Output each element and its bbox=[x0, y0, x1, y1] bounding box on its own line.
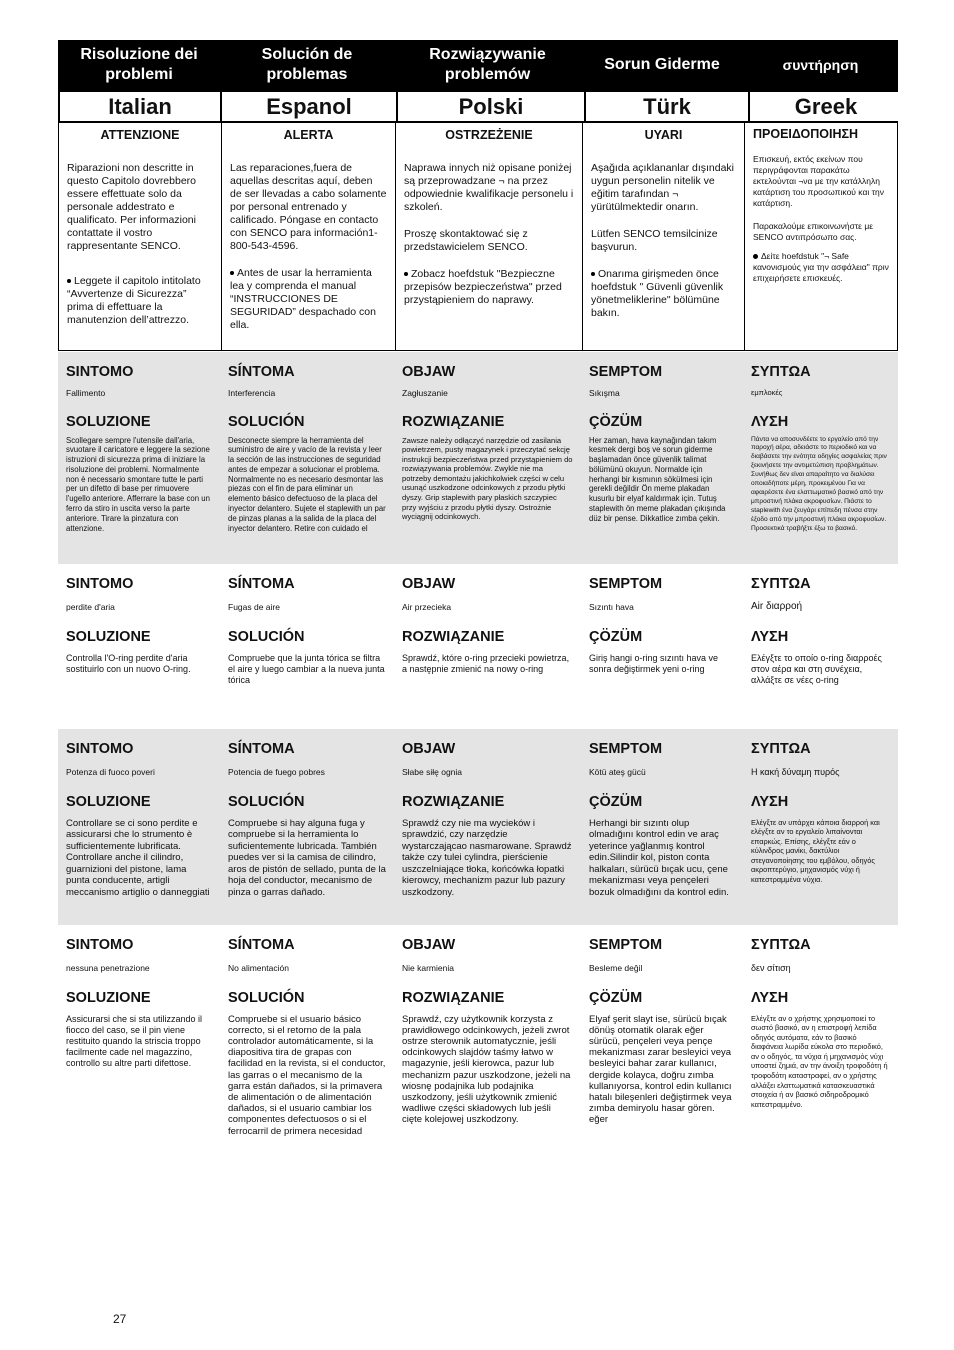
title-spanish: Solución de problemas bbox=[261, 45, 353, 83]
col-polish bbox=[394, 937, 581, 1137]
solution-label: SOLUCIÓN bbox=[228, 413, 305, 430]
warning-bullet bbox=[230, 267, 387, 332]
language-row bbox=[58, 89, 898, 123]
symptom-text: Słabe siłę ognia bbox=[402, 767, 463, 777]
solution-text: Her zaman, hava kaynağından takım kesmek dergi boş ve sorun giderme başlamadan önce güvenlik talimat bölümünü okuyun. Normalde için herhangi bir kısmının sökülmesi için gerekli değildir Ön meme plakadan kusurlu bir elyaf kaldırmak için. Tutuş staplewith ön meme plakadan çıkışında düz bir pense. Dikkatlice zımba çekin. bbox=[589, 435, 726, 523]
lang-spanish: Espanol bbox=[222, 92, 396, 121]
col-italian bbox=[58, 364, 220, 533]
warning-text: Las reparaciones,fuera de aquellas descritas aquí, deben de ser llevadas a cabo solamente por personal entrenado y calificado. Póngase en contacto con SENCO para información1-800-543-4596. bbox=[230, 162, 387, 252]
col-turkish bbox=[581, 937, 743, 1137]
col-turkish bbox=[581, 576, 743, 686]
bullet-icon bbox=[230, 271, 234, 275]
solution-label: ÇÖZÜM bbox=[589, 628, 643, 645]
header-block bbox=[58, 40, 898, 351]
symptom-label: OBJAW bbox=[402, 364, 456, 380]
symptom-label: SÍNTOMA bbox=[228, 741, 295, 757]
solution-text: Controlla l'O-ring perdite d'aria sostituirlo con un nuovo O-ring. bbox=[66, 652, 191, 674]
symptom-label: OBJAW bbox=[402, 937, 456, 953]
page-number: 27 bbox=[113, 1312, 127, 1326]
symptom-label: OBJAW bbox=[402, 741, 456, 757]
col-italian bbox=[58, 741, 220, 898]
symptom-label: OBJAW bbox=[402, 576, 456, 592]
solution-text: Ελέγξτε αν ο χρήστης χρησιμοποιεί το σωστό βασικό, αν η επιστροφή λεπίδα οδηγός αυτόματα, εάν το βασικό διαφάνεια λωρίδα εύκολα στο περιοδικό, αν ο οδηγός, τα νύχια ή μηχανισμός νύχι υποστεί ζημιά, αν την άνοιξη τροφοδότη ή τροφοδότη καταστραφεί, αν ο χρήστης αλλάξει ελαττωματικά κατασκευαστικά στοιχεία ή αν βασικό σιδηροδρομικό κατεστραμμένο. bbox=[751, 1013, 888, 1109]
symptom-label: SEMPTOM bbox=[589, 576, 663, 592]
warning-title: UYARI bbox=[644, 128, 683, 142]
symptom-text: Besleme değil bbox=[589, 963, 643, 973]
solution-label: SOLUZIONE bbox=[66, 989, 151, 1006]
warning-bullet-text: Δείτε hoefdstuk "¬ Safe κανονισμούς για την ασφάλεια" πριν επιχειρήσετε επισκευές. bbox=[753, 251, 889, 283]
symptom-text: perdite d'aria bbox=[66, 602, 115, 612]
symptom-text: Kötü ateş gücü bbox=[589, 767, 646, 777]
col-turkish bbox=[581, 364, 743, 533]
solution-text: Compruebe si el usuario básico correcto, si el retorno de la pala controlador automáticamente, si la diapositiva tira de grapas con facilidad en la revista, si el conductor, las garras o el mecanismo de la garra están dañados, si la primavera de alimentación o de alimentación dañados, si el usuario cambiar los componentes defectuosos o si el ferrocarril de primera necesidad bbox=[228, 1013, 386, 1137]
solution-text: Zawsze należy odłączyć narzędzie od zasilania powietrzem, pusty magazynek i przeczytać sekcję instrukcji bezpieczeństwa przed przystąpieniem do rozwiązywania problemów. Zwykle nie ma potrzeby demontażu jakichkolwiek części w celu usunąć uszkodzone odcinkowych z przodu płytki dyszy. Grip staplewith pary płaskich szczypiec przy wyjściu z przodu płytki dyszy. Ostrożnie wyciągnij odcinkowych. bbox=[402, 435, 573, 522]
solution-label: ROZWIĄZANIE bbox=[402, 413, 505, 430]
symptom-text: εμπλοκές bbox=[751, 388, 783, 397]
symptom-text: Potencia de fuego pobres bbox=[228, 767, 325, 777]
section-poor-firing-power bbox=[58, 729, 898, 925]
solution-text: Sprawdź czy nie ma wycieków i sprawdzić, czy narzędzie wystarczającao nasmarowane. Sprawdź także czy tulei cylindra, pierścienie uszczelniające tłoka, końcówka łopatki kierowcy, mechanizm pazur lub pazury uszkodzony. bbox=[402, 817, 572, 898]
warning-bullet bbox=[404, 268, 574, 307]
section-air-leaks bbox=[58, 566, 898, 726]
solution-label: ΛΥΣΗ bbox=[751, 793, 789, 810]
solution-label: ROZWIĄZANIE bbox=[402, 793, 505, 810]
solution-text: Desconecte siempre la herramienta del suministro de aire y vacío de la revista y leer la sección de las instrucciones de seguridad antes de empezar a solucionar el problema. Normalmente no es necesario desmontar las piezas con el fin de para eliminar un elemento básico defectuoso de la placa del inyector delantero. Sujete el staplewith un par de pinzas planas a la salida de la placa del inyector delantero. Retire con cuidado el bbox=[228, 435, 386, 533]
col-italian bbox=[58, 576, 220, 686]
solution-text: Elyaf şerit slayt ise, sürücü bıçak dönüş otomatik olarak eğer sürücü, pençeleri veya pençe mekanizması zarar besleyici veya besleyici bahar zarar kullanıcı, dergide kolayca, doğru zımba kullanıyorsa, kontrol edin kullanıcı hatalı bileşenleri değiştirmek veya zımba demiryolu hasar gören. eğer bbox=[589, 1013, 732, 1126]
title-italian: Risoluzione dei problemi bbox=[80, 45, 198, 83]
symptom-label: SINTOMO bbox=[66, 937, 134, 953]
title-turkish: Sorun Giderme bbox=[604, 55, 720, 73]
solution-label: ΛΥΣΗ bbox=[751, 628, 789, 645]
warning-spanish bbox=[221, 123, 395, 350]
solution-text: Sprawdź, które o-ring przecieki powietrza, a następnie zmienić na nowy o-ring bbox=[402, 652, 570, 674]
col-turkish bbox=[581, 741, 743, 898]
symptom-text: Air διαρροή bbox=[751, 601, 803, 612]
solution-text: Controllare se ci sono perdite e assicurarsi che lo strumento è sufficientemente lubrificata. Controllare anche il cilindro, guarnizioni del pistone, lama punta conducente, artigli meccanismo artiglio o danneggiati bbox=[66, 817, 210, 898]
solution-label: SOLUCIÓN bbox=[228, 628, 305, 645]
symptom-text: Air przecieka bbox=[402, 602, 452, 612]
solution-label: SOLUCIÓN bbox=[228, 793, 305, 810]
solution-text: Herhangi bir sızıntı olup olmadığını kontrol edin ve araç yeterince yağlanmış kontrol edin.Silindir kol, piston conta halkaları, sürücü bıçak ucu, çene mekanizması veya pençeleri bozuk olmadığını da kontrol edin. bbox=[589, 817, 729, 898]
warning-bullet bbox=[67, 275, 213, 327]
warning-text-2: Παρακαλούμε επικοινωνήστε με SENCO αντιπρόσωπο σας. bbox=[753, 221, 874, 242]
solution-text: Giriş hangi o-ring sızıntı hava ve sonra değiştirmek yeni o-ring bbox=[589, 652, 719, 674]
solution-label: ROZWIĄZANIE bbox=[402, 628, 505, 645]
solution-label: SOLUZIONE bbox=[66, 793, 151, 810]
warning-bullet-text: Antes de usar la herramienta lea y comprenda el manual “INSTRUCCIONES DE SEGURIDAD” despachado con ella. bbox=[230, 267, 376, 331]
solution-label: SOLUZIONE bbox=[66, 628, 151, 645]
title-greek: συντήρηση bbox=[782, 56, 859, 73]
symptom-label: ΣΥΠΤΩΑ bbox=[751, 741, 811, 757]
warning-bullet-text: Onarıma girişmeden önce hoefdstuk " Güvenli güvenlik yönetmeliklerine" bölümüne bakın. bbox=[591, 268, 724, 319]
symptom-label: SEMPTOM bbox=[589, 364, 663, 380]
solution-label: ÇÖZÜM bbox=[589, 989, 643, 1006]
warning-bullet-text: Leggete il capitolo intitolato “Avvertenze di Sicurezza” prima di effettuare la manutenzion dell’attrezzo. bbox=[67, 275, 201, 326]
col-spanish bbox=[220, 937, 394, 1137]
lang-polish: Polski bbox=[398, 92, 584, 121]
solution-label: ΛΥΣΗ bbox=[751, 413, 789, 430]
symptom-text: Nie karmienia bbox=[402, 963, 454, 973]
warning-polish bbox=[395, 123, 582, 350]
symptom-text: Η κακή δύναμη πυρός bbox=[751, 767, 840, 777]
symptom-label: SINTOMO bbox=[66, 364, 134, 380]
symptom-text: δεν σίτιση bbox=[751, 963, 791, 973]
symptom-label: SÍNTOMA bbox=[228, 576, 295, 592]
solution-text: Ελέγξτε αν υπάρχει κάποια διαρροή και ελέγξτε αν το εργαλείο λιπαίνονται επαρκώς. Επίσης, ελέγξτε εάν ο κύλινδρος μανίκι, δακτύλιοι στεγανοποίησης του εμβόλου, οδηγός ακροπτερύγιο, μηχανισμός νύχι ή κατεστραμμένα νύχια. bbox=[751, 817, 880, 885]
col-greek bbox=[743, 576, 898, 686]
warning-italian bbox=[59, 123, 221, 350]
warning-bullet bbox=[591, 268, 736, 320]
col-polish bbox=[394, 741, 581, 898]
warning-turkish bbox=[582, 123, 744, 350]
title-polish: Rozwiązywanie problemów bbox=[429, 45, 546, 83]
col-italian bbox=[58, 937, 220, 1137]
solution-label: ÇÖZÜM bbox=[589, 793, 643, 810]
warning-title: ATTENZIONE bbox=[100, 128, 180, 142]
bullet-icon bbox=[591, 272, 595, 276]
solution-text: Sprawdź, czy użytkownik korzysta z prawidłowego odcinkowych, jeżeli zwrot ostrze sterownik automatycznie, jeśli odcinkowych slajdów taśmy łatwo w magazynie, jeśli kierowca, pazur lub mechanizm pazur uszkodzone, jeżeli na wiosnę podajnika lub podajnika uszkodzony, jeśli użytkownik zmienić wadliwe części składowych lub jeśli cięte kolejowej uszkodzony. bbox=[402, 1013, 571, 1126]
symptom-text: Interferencia bbox=[228, 388, 276, 398]
solution-text: Ελέγξτε το οποίο ο-ring διαρροές στον αέρα και στη συνέχεια, αλλάξτε σε νέες ο-ring bbox=[751, 652, 882, 685]
solution-text: Compruebe que la junta tórica se filtra el aire y luego cambiar a la nueva junta tórica bbox=[228, 652, 385, 685]
lang-greek: Greek bbox=[750, 92, 902, 121]
lang-italian: Italian bbox=[60, 92, 220, 121]
warning-bullet bbox=[753, 251, 891, 284]
symptom-label: SÍNTOMA bbox=[228, 937, 295, 953]
solution-label: ÇÖZÜM bbox=[589, 413, 643, 430]
col-spanish bbox=[220, 364, 394, 533]
lang-turkish: Türk bbox=[586, 92, 748, 121]
warning-title: ΠΡΟΕΙΔΟΠΟΙΗΣΗ bbox=[753, 127, 859, 141]
title-row bbox=[58, 40, 898, 89]
bullet-icon bbox=[67, 279, 71, 283]
warning-bullet-text: Zobacz hoefdstuk "Bezpieczne przepisów bezpieczeństwa" przed przystąpieniem do naprawy. bbox=[404, 268, 562, 306]
solution-text: Πάντα να αποσυνδέετε το εργαλείο από την παροχή αέρα, αδειάστε το περιοδικό και να διαβάσετε την ενότητα οδηγίες ασφαλείας πριν ξεκινήσετε την αντιμετώπιση προβλημάτων. Συνήθως δεν είναι απαραίτητο να διαλύσει οποιαδήποτε μέρη, προκειμένου Για να αφαιρέσετε ένα ελαττωματικό βασικό από την μπροστινή πλάκα ακροφυσίων. Πιάστε το staplewith ένα ζευγάρι επίπεδη πένσα στην έξοδο από την μπροστινή πλάκα ακροφυσίων. Προσεκτικά τραβήξτε έξω το βασικό. bbox=[751, 435, 887, 532]
col-spanish bbox=[220, 741, 394, 898]
warning-row bbox=[58, 123, 898, 351]
symptom-text: Sızıntı hava bbox=[589, 602, 634, 612]
solution-text: Compruebe si hay alguna fuga y compruebe si la herramienta lo suficientemente lubricada. También puedes ver si la camisa de cilindro, aros de pistón de sellado, punta de la hoja del conductor, mecanismo de pinza o garras dañado. bbox=[228, 817, 386, 898]
symptom-text: nessuna penetrazione bbox=[66, 963, 150, 973]
symptom-text: Sıkışma bbox=[589, 388, 620, 398]
section-no-feeding bbox=[58, 928, 898, 1168]
symptom-text: No alimentación bbox=[228, 963, 289, 973]
symptom-text: Fugas de aire bbox=[228, 602, 280, 612]
warning-title: ALERTA bbox=[283, 128, 334, 142]
bullet-icon bbox=[753, 254, 758, 259]
warning-text: Aşağıda açıklananlar dışındaki uygun personelin nitelik ve eğitim tarafından ¬ yürütülmektedir onarın. bbox=[591, 162, 735, 213]
col-polish bbox=[394, 364, 581, 533]
section-jamming bbox=[58, 352, 898, 564]
symptom-label: SEMPTOM bbox=[589, 937, 663, 953]
solution-label: SOLUZIONE bbox=[66, 413, 151, 430]
symptom-label: ΣΥΠΤΩΑ bbox=[751, 576, 811, 592]
warning-text-2: Lütfen SENCO temsilcinize başvurun. bbox=[591, 228, 718, 253]
col-greek bbox=[743, 364, 898, 533]
col-polish bbox=[394, 576, 581, 686]
symptom-label: SEMPTOM bbox=[589, 741, 663, 757]
symptom-text: Zagłuszanie bbox=[402, 388, 448, 398]
warning-text-2: Proszę skontaktować się z przedstawicielem SENCO. bbox=[404, 228, 528, 253]
solution-text: Assicurarsi che si sta utilizzando il fiocco del caso, se il pin viene restituito quando la striscia troppo facilmente cade nel magazzino, controllo su altre parti difettose. bbox=[66, 1013, 203, 1068]
solution-text: Scollegare sempre l'utensile dall'aria, svuotare il caricatore e leggere la sezione istruzioni di sicurezza prima di iniziare la risoluzione dei problemi. Normalmente non è necessario smontare tutte le parti per un difetto di base per rimuovere l'ugello anteriore. Afferrare la base con un ferro da stiro in uscita verso la parte anteriore. Tirare la pinzatura con attenzione. bbox=[66, 435, 210, 533]
symptom-label: SÍNTOMA bbox=[228, 364, 295, 380]
symptom-text: Fallimento bbox=[66, 388, 106, 398]
solution-label: SOLUCIÓN bbox=[228, 989, 305, 1006]
symptom-label: SINTOMO bbox=[66, 576, 134, 592]
symptom-label: ΣΥΠΤΩΑ bbox=[751, 937, 811, 953]
bullet-icon bbox=[404, 272, 408, 276]
solution-label: ΛΥΣΗ bbox=[751, 989, 789, 1006]
solution-label: ROZWIĄZANIE bbox=[402, 989, 505, 1006]
warning-greek bbox=[744, 123, 899, 350]
col-spanish bbox=[220, 576, 394, 686]
col-greek bbox=[743, 937, 898, 1137]
warning-text: Naprawa innych niż opisane poniżej są przeprowadzane ¬ na przez odpowiednie kwalifikacje personelu i szkoleń. bbox=[404, 162, 574, 213]
warning-title: OSTRZEŻENIE bbox=[445, 128, 533, 142]
symptom-label: ΣΥΠΤΩΑ bbox=[751, 364, 811, 380]
symptom-label: SINTOMO bbox=[66, 741, 134, 757]
col-greek bbox=[743, 741, 898, 898]
symptom-text: Potenza di fuoco poveri bbox=[66, 767, 155, 777]
warning-text: Riparazioni non descritte in questo Capitolo dovrebbero essere effettuate solo da personale addestrato e qualificato. Per informazioni contattate il vostro rappresentante SENCO. bbox=[67, 162, 197, 252]
warning-text: Επισκευή, εκτός εκείνων που περιγράφονται παρακάτω εκτελούνται ¬να με την κατάλληλη κατάρτιση του προσωπικού και την κατάρτιση. bbox=[753, 154, 884, 208]
